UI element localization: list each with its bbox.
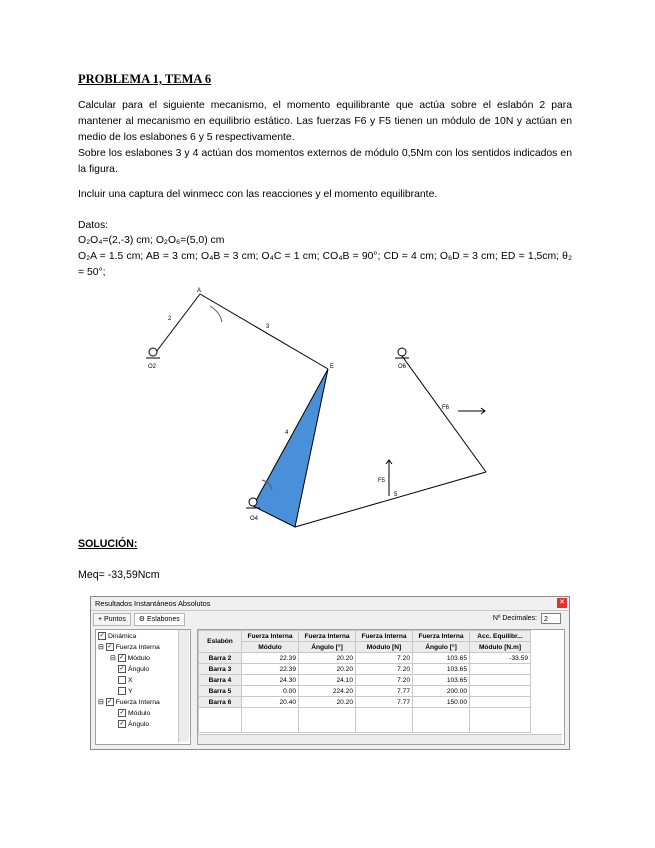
col-eslabon: Eslabón xyxy=(199,631,242,653)
datos-line-2: O₂A = 1.5 cm; AB = 3 cm; O₄B = 3 cm; O₄C = 1 cm; CO₄B = 90°; CD = 4 cm; O₆D = 3 cm; ED = 1,5cm; θ₂ = 50°; xyxy=(78,251,572,278)
window-titlebar[interactable] xyxy=(91,597,569,611)
decimals-label: Nº Decimales: xyxy=(492,615,537,622)
tree-item-dinamica[interactable]: ✓ Dinámica xyxy=(99,633,137,640)
svg-text:O6: O6 xyxy=(398,364,407,370)
link-4-triangle xyxy=(253,369,328,527)
svg-text:3: 3 xyxy=(266,324,270,330)
datos-label: Datos: xyxy=(78,220,109,231)
results-table: Eslabón Fuerza Interna Fuerza Interna Fuerza Interna Fuerza Interna Acc. Equilibr... Módulo Ángulo [°] Módulo [N] Ángulo [°] Módulo [N.m] Barra 2 22.39 20.20 7.20 103.65 -33.59 Barra 3 22.39 20.20 7.20 103.65 Barra 4 24.30 24.10 7.20 103.65 Barra 5 0.00 224.20 7.77 200.00 Barra 6 20.40 20.20 7.77 150.00 xyxy=(197,629,565,745)
close-icon[interactable]: ✕ xyxy=(557,598,567,608)
tree-item-x[interactable]: X xyxy=(118,676,133,685)
tree-item-y[interactable]: Y xyxy=(118,687,133,696)
statement-paragraph-2: Sobre los eslabones 3 y 4 actúan dos momentos externos de módulo 0,5Nm con los sentidos indicados en la figura. xyxy=(78,148,572,175)
table-row[interactable]: Barra 3 22.39 20.20 7.20 103.65 xyxy=(199,664,531,675)
link-2 xyxy=(153,294,200,356)
link-3 xyxy=(200,294,328,369)
svg-text:2: 2 xyxy=(168,316,172,322)
ground-pivot-o2 xyxy=(149,348,157,356)
svg-text:O4: O4 xyxy=(250,516,259,522)
tree-item-fuerza-interna-2[interactable]: ⊟ ✓ Fuerza Interna xyxy=(98,699,160,706)
svg-text:A: A xyxy=(197,288,202,294)
link-5 xyxy=(295,472,486,527)
svg-text:F6: F6 xyxy=(442,405,450,411)
table-row[interactable]: Barra 4 24.30 24.10 7.20 103.65 xyxy=(199,675,531,686)
tab-eslabones[interactable]: ⚙ Eslabones xyxy=(134,613,185,626)
table-row[interactable]: Barra 6 20.40 20.20 7.77 150.00 xyxy=(199,697,531,708)
statement-paragraph-1: Calcular para el siguiente mecanismo, el momento equilibrante que actúa sobre el eslabón 2 para mantener al mecanismo en equilibrio estático. Las fuerzas F6 y F5 tienen un módulo de 10N y actúan en medio de los eslabones 6 y 5 respectivamente. xyxy=(78,100,572,143)
tree-scrollbar[interactable] xyxy=(178,630,189,742)
tree-item-modulo-2[interactable]: ✓ Módulo xyxy=(119,710,151,717)
solution-heading: SOLUCIÓN: xyxy=(78,538,138,550)
ground-pivot-o6 xyxy=(398,348,406,356)
tree-item-modulo[interactable]: ⊟ ✓ Módulo xyxy=(110,655,150,662)
equilibrium-moment: Meq= -33,59Ncm xyxy=(78,569,160,581)
options-tree xyxy=(95,629,191,745)
tab-puntos[interactable]: + Puntos xyxy=(93,613,131,626)
moment-link3 xyxy=(210,306,222,322)
window-title: Resultados Instantáneos Absolutos xyxy=(95,599,211,608)
svg-text:4: 4 xyxy=(285,430,289,436)
ground-pivot-o4 xyxy=(249,498,257,506)
datos-line-1: O₂O₄=(2,-3) cm; O₂O₆=(5,0) cm xyxy=(78,235,225,246)
link-6 xyxy=(402,356,486,472)
tree-item-angulo-2[interactable]: ✓ Ángulo xyxy=(119,721,150,728)
table-row[interactable]: Barra 2 22.39 20.20 7.20 103.65 -33.59 xyxy=(199,653,531,664)
table-horizontal-scrollbar[interactable] xyxy=(198,734,562,744)
svg-text:F5: F5 xyxy=(378,478,386,484)
statement-paragraph-3: Incluir una captura del winmecc con las reacciones y el momento equilibrante. xyxy=(78,189,438,200)
tree-item-fuerza-interna[interactable]: ⊟ ✓ Fuerza Interna xyxy=(98,644,160,651)
problem-title: PROBLEMA 1, TEMA 6 xyxy=(78,72,212,86)
results-window xyxy=(90,596,570,750)
svg-text:O2: O2 xyxy=(148,364,157,370)
decimals-input[interactable]: 2 xyxy=(541,613,561,624)
table-row[interactable]: Barra 5 0.00 224.20 7.77 200.00 xyxy=(199,686,531,697)
svg-text:E: E xyxy=(330,364,335,370)
tree-item-angulo[interactable]: ✓ Ángulo xyxy=(119,666,150,673)
svg-text:5: 5 xyxy=(394,492,398,498)
mechanism-figure xyxy=(140,284,500,534)
